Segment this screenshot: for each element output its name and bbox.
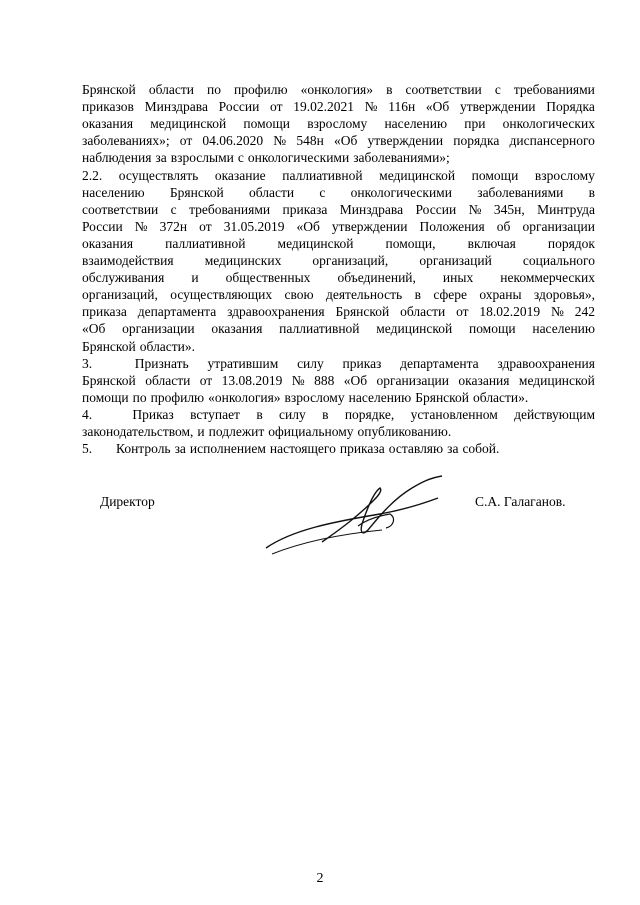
word: Брянской (82, 372, 136, 388)
word: взрослому (284, 389, 345, 405)
word: профилю (234, 82, 288, 97)
word: «Об (296, 218, 320, 234)
word: заболеваниями»; (353, 150, 450, 166)
word: онкологических (502, 116, 595, 132)
word: организаций, (312, 253, 389, 268)
word: обслуживания (82, 270, 165, 286)
page-number: 2 (316, 871, 324, 886)
word: опубликованию. (357, 424, 452, 439)
word: № (134, 218, 148, 234)
word: оставляю (388, 441, 444, 457)
handwritten-signature (262, 470, 452, 560)
word: помощи (82, 389, 129, 405)
word: утверждении (459, 99, 536, 115)
word: помощи (243, 116, 291, 132)
body-line (82, 185, 595, 201)
word: и (197, 424, 205, 439)
body-line (82, 373, 595, 389)
word: от (456, 304, 469, 320)
word: в (588, 184, 595, 200)
word: в (386, 82, 393, 97)
word: Минздрава (339, 201, 404, 217)
word: «онкология» (208, 389, 281, 405)
word: включая (467, 235, 516, 251)
word: оказания (82, 116, 134, 132)
word: приказ (342, 355, 382, 371)
word: деятельность (325, 287, 403, 303)
body-line (82, 407, 595, 423)
word: Брянской (169, 184, 224, 200)
word: 13.08.2019 (221, 372, 283, 388)
word: законодательством, (82, 424, 194, 439)
word: области (148, 82, 194, 97)
word: Минтруда (537, 201, 595, 217)
word: заболеваниях»; (82, 133, 170, 149)
word: 345н, (493, 201, 525, 217)
word: соответствии (405, 82, 482, 97)
body-line (82, 116, 595, 132)
word: здравоохранения (227, 304, 325, 320)
word: оказания (211, 321, 263, 337)
word: паллиативной (165, 235, 246, 251)
word: «Об (82, 321, 106, 337)
word: с (494, 82, 501, 97)
word: установленном (410, 406, 498, 422)
body-line (82, 304, 595, 320)
word: населению (384, 116, 448, 132)
word: области». (139, 338, 196, 354)
word: приказов (82, 99, 134, 115)
word: утверждении (331, 218, 408, 234)
word: паллиативной (282, 167, 363, 183)
word: населению (532, 321, 595, 337)
word: 19.02.2021 (293, 99, 354, 115)
word: взрослому (307, 116, 368, 132)
word: утратившим (207, 355, 279, 371)
word: области (400, 304, 446, 320)
signatory-position: Директор (100, 494, 155, 509)
word: области (248, 184, 295, 200)
word: за (447, 441, 459, 457)
word: подлежит (208, 424, 265, 439)
word: Брянской (82, 82, 136, 97)
word: силу (297, 355, 324, 371)
word: России (415, 201, 457, 217)
body-line (82, 287, 595, 303)
list-number: 4. (82, 406, 93, 422)
body-line (82, 133, 595, 149)
word: медицинской (518, 372, 595, 388)
word: 2.2. (82, 167, 103, 183)
word: исполнением (189, 441, 266, 457)
word: № (468, 201, 482, 217)
word: с (170, 201, 177, 217)
word: населению (348, 389, 412, 405)
word: объединений, (337, 270, 416, 286)
word: России (218, 99, 260, 115)
word: 116н (388, 99, 416, 115)
body-line (82, 441, 595, 457)
word: в (256, 406, 263, 422)
word: населению (82, 184, 145, 200)
word: осуществляющих (170, 287, 273, 303)
word: № (550, 304, 564, 320)
word: Признать (134, 355, 189, 371)
body-line (82, 270, 595, 286)
word: порядке, (344, 406, 395, 422)
word: от (199, 218, 212, 234)
word: организации (522, 218, 595, 234)
word: диспансерного (509, 133, 595, 149)
word: «онкология» (300, 82, 374, 97)
word: организации (376, 372, 449, 388)
word: вступает (190, 406, 240, 422)
word: 242 (574, 304, 595, 320)
word: Брянской (415, 389, 470, 405)
word: медицинской (379, 167, 456, 183)
list-number: 3. (82, 355, 93, 371)
word: приказа (282, 201, 328, 217)
word: медицинской (150, 116, 227, 132)
body-line (82, 219, 595, 235)
word: области». (473, 389, 529, 405)
word: силу (279, 406, 306, 422)
word: от (270, 99, 283, 115)
word: Положения (419, 218, 485, 234)
word: требованиями (513, 82, 595, 97)
word: в (322, 406, 329, 422)
body-line (82, 253, 595, 269)
word: Контроль (116, 441, 171, 457)
word: приказа (82, 304, 127, 320)
word: общественных (225, 270, 311, 286)
word: настоящего (269, 441, 336, 457)
body-line (82, 82, 595, 98)
list-number: 5. (82, 441, 93, 457)
word: организаций (419, 253, 492, 268)
word: взаимодействия (82, 253, 174, 268)
word: «Об (333, 133, 358, 149)
word: оказания (82, 235, 134, 251)
body-line (82, 202, 595, 218)
body-line (82, 99, 595, 115)
word: медицинской (277, 235, 354, 251)
word: по (132, 389, 147, 405)
word: России (82, 218, 123, 234)
word: медицинских (204, 253, 282, 268)
word: 04.06.2020 (202, 133, 264, 149)
word: требованиями (189, 201, 271, 217)
body-line (82, 150, 595, 166)
word: с (237, 150, 244, 166)
word: осуществлять (118, 167, 199, 183)
word: заболеваниями (477, 184, 564, 200)
word: за (174, 441, 186, 457)
word: профилю (150, 389, 205, 405)
word: приказа (339, 441, 385, 457)
word: 372н (159, 218, 188, 234)
word: наблюдения (82, 150, 152, 166)
word: порядка (453, 133, 500, 149)
signatory-name: С.А. Галаганов. (475, 494, 566, 509)
word: оказание (214, 167, 266, 183)
body-line (82, 356, 595, 372)
word: соответствии (82, 201, 159, 217)
word: медицинской (376, 321, 453, 337)
word: социального (522, 253, 595, 268)
word: помощи (468, 321, 516, 337)
word: взрослыми (170, 150, 234, 166)
word: департамента (137, 304, 217, 320)
word: и (191, 270, 199, 286)
word: порядок (547, 235, 595, 251)
body-line (82, 339, 595, 355)
word: иных (442, 270, 474, 286)
word: утверждении (367, 133, 444, 149)
body-line (82, 390, 595, 406)
word: в (414, 287, 421, 303)
word: 548н (296, 133, 324, 149)
word: № (364, 99, 378, 115)
word: организации (122, 321, 195, 337)
body-line (82, 321, 595, 337)
word: некоммерческих (500, 270, 595, 286)
word: «Об (343, 372, 368, 388)
word: при (464, 116, 486, 132)
word: онкологическими (350, 184, 452, 200)
word: департамента (400, 355, 479, 371)
word: 888 (314, 372, 335, 388)
word: паллиативной (279, 321, 360, 337)
word: помощи (471, 167, 519, 183)
word: охраны (479, 287, 522, 303)
word: по (207, 82, 221, 97)
word: 31.05.2019 (223, 218, 285, 234)
word: свою (284, 287, 314, 303)
word: «Об (425, 99, 450, 115)
word: помощи, (385, 235, 436, 251)
word: с (319, 184, 326, 200)
word: Минздрава (144, 99, 208, 115)
body-line (82, 236, 595, 252)
word: сфере (433, 287, 467, 303)
word: действующим (514, 406, 595, 422)
body-line (82, 424, 595, 440)
body-line (82, 168, 595, 184)
word: онкологическими (247, 150, 350, 166)
word: Брянской (82, 338, 136, 354)
word: организаций, (82, 287, 158, 303)
word: № (273, 133, 287, 149)
word: официальному (268, 424, 354, 439)
word: 18.02.2019 (479, 304, 541, 320)
word: здравоохранения (497, 355, 595, 371)
word: от (199, 372, 213, 388)
word: об (496, 218, 511, 234)
word: Брянской (335, 304, 390, 320)
word: Порядка (546, 99, 595, 115)
word: от (179, 133, 193, 149)
word: за (155, 150, 167, 166)
word: взрослому (534, 167, 595, 183)
word: собой. (462, 441, 500, 457)
word: оказания (458, 372, 510, 388)
word: № (291, 372, 305, 388)
word: области (145, 372, 191, 388)
word: Приказ (132, 406, 174, 422)
word: здоровья», (533, 287, 595, 303)
